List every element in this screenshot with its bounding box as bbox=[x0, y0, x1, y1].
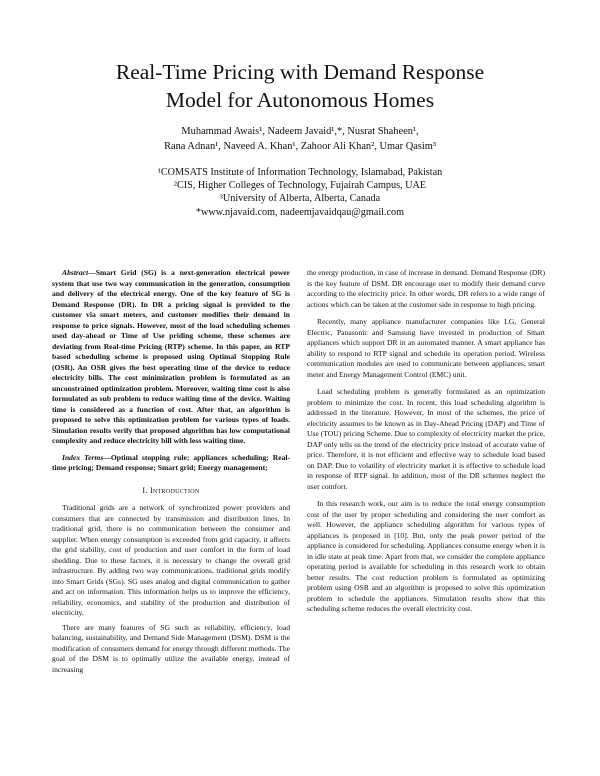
index-terms bbox=[52, 453, 290, 474]
abstract-text: —Smart Grid (SG) is a next-generation electrical power system that use two way communication in the generation, consumption and delivery of the electrical energy. One of the key feature of SG is Demand Response (DR). In DR a pricing signal is provided to the customer via smart meters, and customer modifies their demand in response to price signals. However, most of the load scheduling schemes used day-ahead or Time of Use priding scheme, these schemes are deviating from Real-time Pricing (RTP) scheme. In this paper, an RTP based scheduling scheme is proposed using Optimal Stopping Rule (OSR). An OSR gives the best operating time of the device to reduce electricity bills. The cost minimization problem is formulated as an unconstrained optimization problem. Moreover, waiting time cost is also formulated as sub problem to reduce waiting time of the device. Waiting time is considered as a function of cost. After that, an algorithm is proposed to solve this optimization problem for various types of loads. Simulation results verify that proposed algorithm has low computational complexity and reduce electricity bill with less waiting time. bbox=[52, 268, 290, 445]
affiliation-2: ²CIS, Higher Colleges of Technology, Fujairah Campus, UAE bbox=[173, 180, 427, 192]
paper-title bbox=[40, 58, 560, 114]
title-line-1: Real-Time Pricing with Demand Response bbox=[115, 60, 485, 84]
intro-paragraph-6: In this research work, our aim is to reduce the total energy consumption cost of the user by proper scheduling and considering the user comfort as well. However, the appliance scheduling algorithm for various types of appliances is proposed in [10]. But, only the peak power period of the appliance is considered for scheduling. Appliances consume energy when it is in idle state at peak time. Apart from that, we consider the complete appliance operating period is available for scheduling in this research work to obtain better results. The cost reduction problem is formulated as optimizing problem using OSR and an algorithm is proposed to solve this optimization problem to schedule the appliances. Simulation results show that this scheduling scheme reduces the overall electricity cost. bbox=[307, 499, 545, 613]
intro-paragraph-4: Recently, many appliance manufacturer companies like LG, General Electric, Panasonic and Samsung have invested in production of Smart appliances which support DR in an automated manner. A smart appliance has ability to respond to RTP signal and schedule its operation period. Wireless communication modules are used to communicate between appliances, smart meter and Energy Management Control (EMC) unit. bbox=[307, 317, 545, 379]
intro-paragraph-5: Load scheduling problem is generally formulated as an optimization problem to minimize the cost. In recent, this load scheduling algorithm is addressed in the literature. However, In most of the schemes, the price of electricity assumes to be known as in Day-Ahead Pricing (DAP) and Time of Use (TOU) pricing Scheme. Due to complexity of electricity market the price, DAP only tells us the trend of the electricity price instead of accurate value of price. Therefore, it is not efficient and effective way to schedule load based on DAP. Due to volatility of electricity market it is effective to schedule load in response of RTP signal. In addition, most of the DR schemes neglect the user comfort. bbox=[307, 387, 545, 491]
affiliation-1: ¹COMSATS Institute of Information Technology, Islamabad, Pakistan bbox=[157, 167, 443, 178]
affiliations bbox=[40, 166, 560, 219]
left-column bbox=[52, 268, 290, 679]
authors-line-1: Muhammad Awais¹, Nadeem Javaid¹,*, Nusrat Shaheen¹, bbox=[181, 126, 419, 137]
contact-info: *www.njavaid.com, nadeemjavaidqau@gmail.com bbox=[195, 206, 405, 218]
section-heading-introduction: I. Introduction bbox=[142, 485, 200, 495]
index-terms-label: Index Terms bbox=[62, 452, 104, 462]
abstract bbox=[52, 268, 290, 447]
intro-paragraph-2: There are many features of SG such as reliability, efficiency, load balancing, sustainability, and Demand Side Management (DSM). DSM is the modification of consumers demand for energy through different methods. The goal of the DSM is to optimally utilize the available energy, instead of increasing bbox=[52, 622, 290, 674]
right-column bbox=[307, 268, 545, 622]
title-line-2: Model for Autonomous Homes bbox=[165, 88, 435, 112]
affiliation-3: ³University of Alberta, Alberta, Canada bbox=[219, 193, 381, 205]
authors-line-2: Rana Adnan¹, Naveed A. Khan¹, Zahoor Ali Khan², Umar Qasim³ bbox=[164, 140, 436, 152]
intro-paragraph-3: the energy production, in case of increase in demand. Demand Response (DR) is the key feature of DSM. DR encourage user to modify their demand curve according to the electricity price. In other words, DR refers to a wide range of actions which can be taken at the customer side in response to high pricing. bbox=[307, 268, 545, 309]
index-terms-text: —Optimal stopping rule; appliances scheduling; Real-time pricing; Demand response; Smart grid; Energy management; bbox=[52, 452, 291, 472]
abstract-label: Abstract bbox=[62, 268, 89, 277]
intro-paragraph-1: Traditional grids are a network of synchronized power providers and consumers that are connected by transmission and distribution lines. In traditional grid, there is no communication between the consumer and supplier. When energy consumption is exceeded from grid capacity, it affects the grid stability, cost of production and user comfort in the form of load shedding. Due to these factors, it is necessary to change the overall grid infrastructure. By adding two way communications, traditional grids modify into Smart Grids (SGs). SG uses analog and digital communication to gather and act on information. This information helps us to improve the efficiency, reliability, economics, and stability of the production and distribution of electricity. bbox=[52, 503, 290, 617]
author-list bbox=[40, 125, 560, 154]
